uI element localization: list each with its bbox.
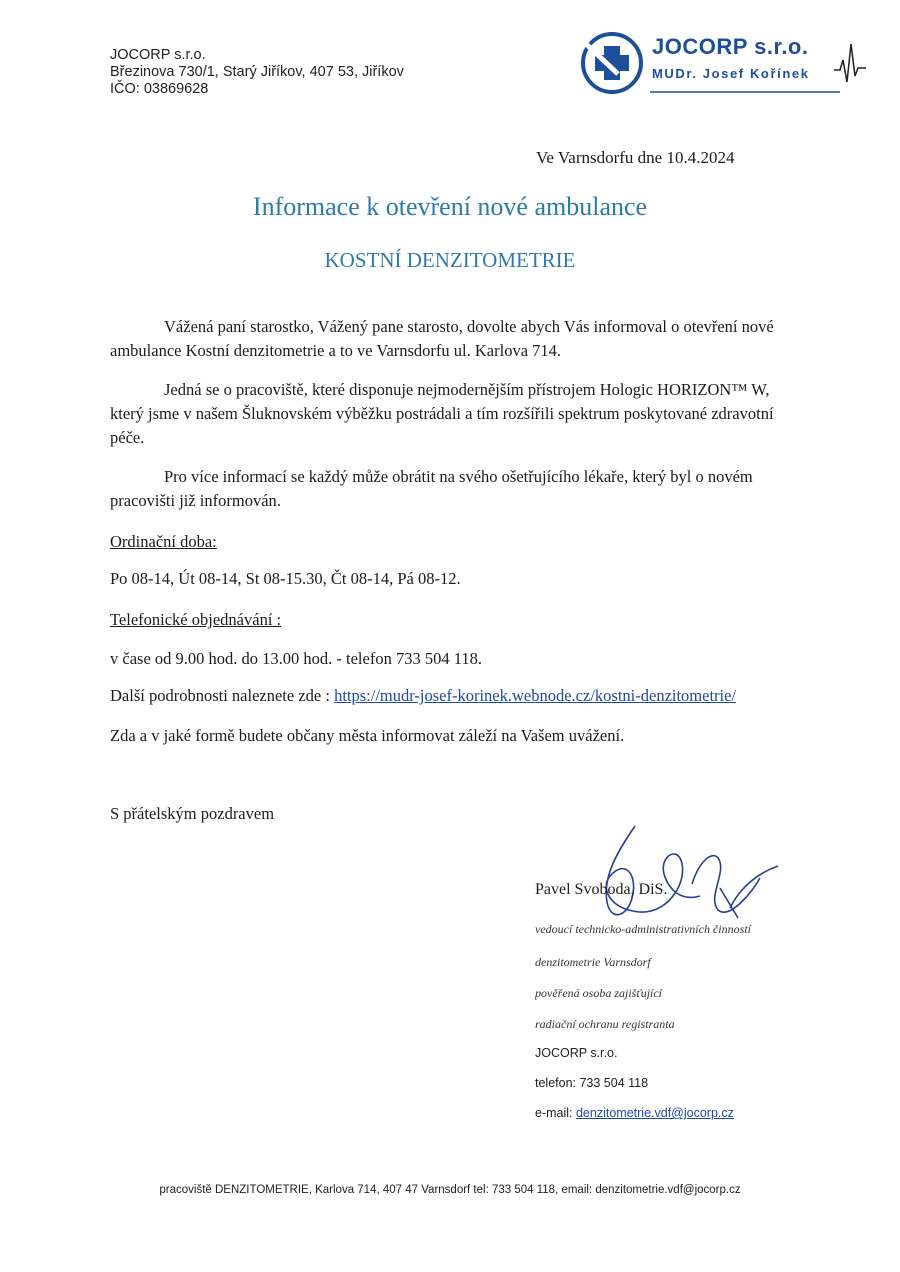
logo-name: JOCORP s.r.o. [652, 34, 809, 59]
phone-orders-heading: Telefonické objednávání : [110, 610, 282, 629]
closing-question: Zda a v jaké formě budete občany města informovat záleží na Vašem uvážení. [110, 726, 625, 745]
logo-subtitle: MUDr. Josef Kořínek [652, 66, 810, 81]
phone-orders-text: v čase od 9.00 hod. do 13.00 hod. - telefon 733 504 118. [110, 649, 482, 668]
signatory-role-line-3: pověřená osoba zajišťující [535, 986, 663, 1000]
details-line [110, 686, 736, 706]
sender-address: Březinova 730/1, Starý Jiříkov, 407 53, Jiříkov [110, 64, 404, 80]
paragraph-device: Jedná se o pracoviště, které disponuje nejmodernějším přístrojem Hologic HORIZON™ W, který jsme v našem Šluknovském výběžku postrádali a tím rozšířili spektrum poskytované zdravotní péče. [110, 380, 774, 447]
paragraph-intro: Vážená paní starostko, Vážený pane starosto, dovolte abych Vás informoval o otevření nové ambulance Kostní denzitometrie a to ve Varnsdorfu ul. Karlova 714. [110, 317, 774, 360]
signatory-email-line [535, 1106, 734, 1120]
sender-block [110, 47, 404, 98]
hours-text: Po 08-14, Út 08-14, St 08-15.30, Čt 08-14, Pá 08-12. [110, 569, 461, 588]
greeting: S přátelským pozdravem [110, 804, 275, 823]
signatory-email-label: e-mail: [535, 1106, 576, 1120]
signatory-phone: telefon: 733 504 118 [535, 1076, 649, 1090]
signatory-name: Pavel Svoboda, DiS. [535, 881, 668, 898]
footer: pracoviště DENZITOMETRIE, Karlova 714, 407 47 Varnsdorf tel: 733 504 118, email: denzitometrie.vdf@jocorp.cz [159, 1184, 741, 1196]
signatory-role-line-1: vedoucí technicko-administrativních činností [535, 922, 751, 936]
document-title: Informace k otevření nové ambulance [252, 192, 648, 221]
sender-company: JOCORP s.r.o. [110, 47, 206, 63]
signatory-company: JOCORP s.r.o. [535, 1046, 618, 1060]
handwritten-signature [580, 818, 790, 928]
paragraph-info: Pro více informací se každý může obrátit na svého ošetřujícího lékaře, který byl o novém pracovišti již informován. [110, 467, 753, 510]
hours-heading: Ordinační doba: [110, 532, 217, 551]
sender-ico: IČO: 03869628 [110, 81, 209, 97]
document-subtitle: KOSTNÍ DENZITOMETRIE [324, 248, 576, 272]
details-link[interactable]: https://mudr-josef-korinek.webnode.cz/kostni-denzitometrie/ [334, 686, 737, 705]
signatory-role-line-4: radiační ochranu registranta [535, 1017, 675, 1031]
details-prefix: Další podrobnosti naleznete zde : [110, 686, 335, 705]
signatory-role-line-2: denzitometrie Varnsdorf [535, 955, 651, 969]
date-line: Ve Varnsdorfu dne 10.4.2024 [536, 148, 735, 167]
signatory-email-link[interactable]: denzitometrie.vdf@jocorp.cz [575, 1106, 734, 1120]
